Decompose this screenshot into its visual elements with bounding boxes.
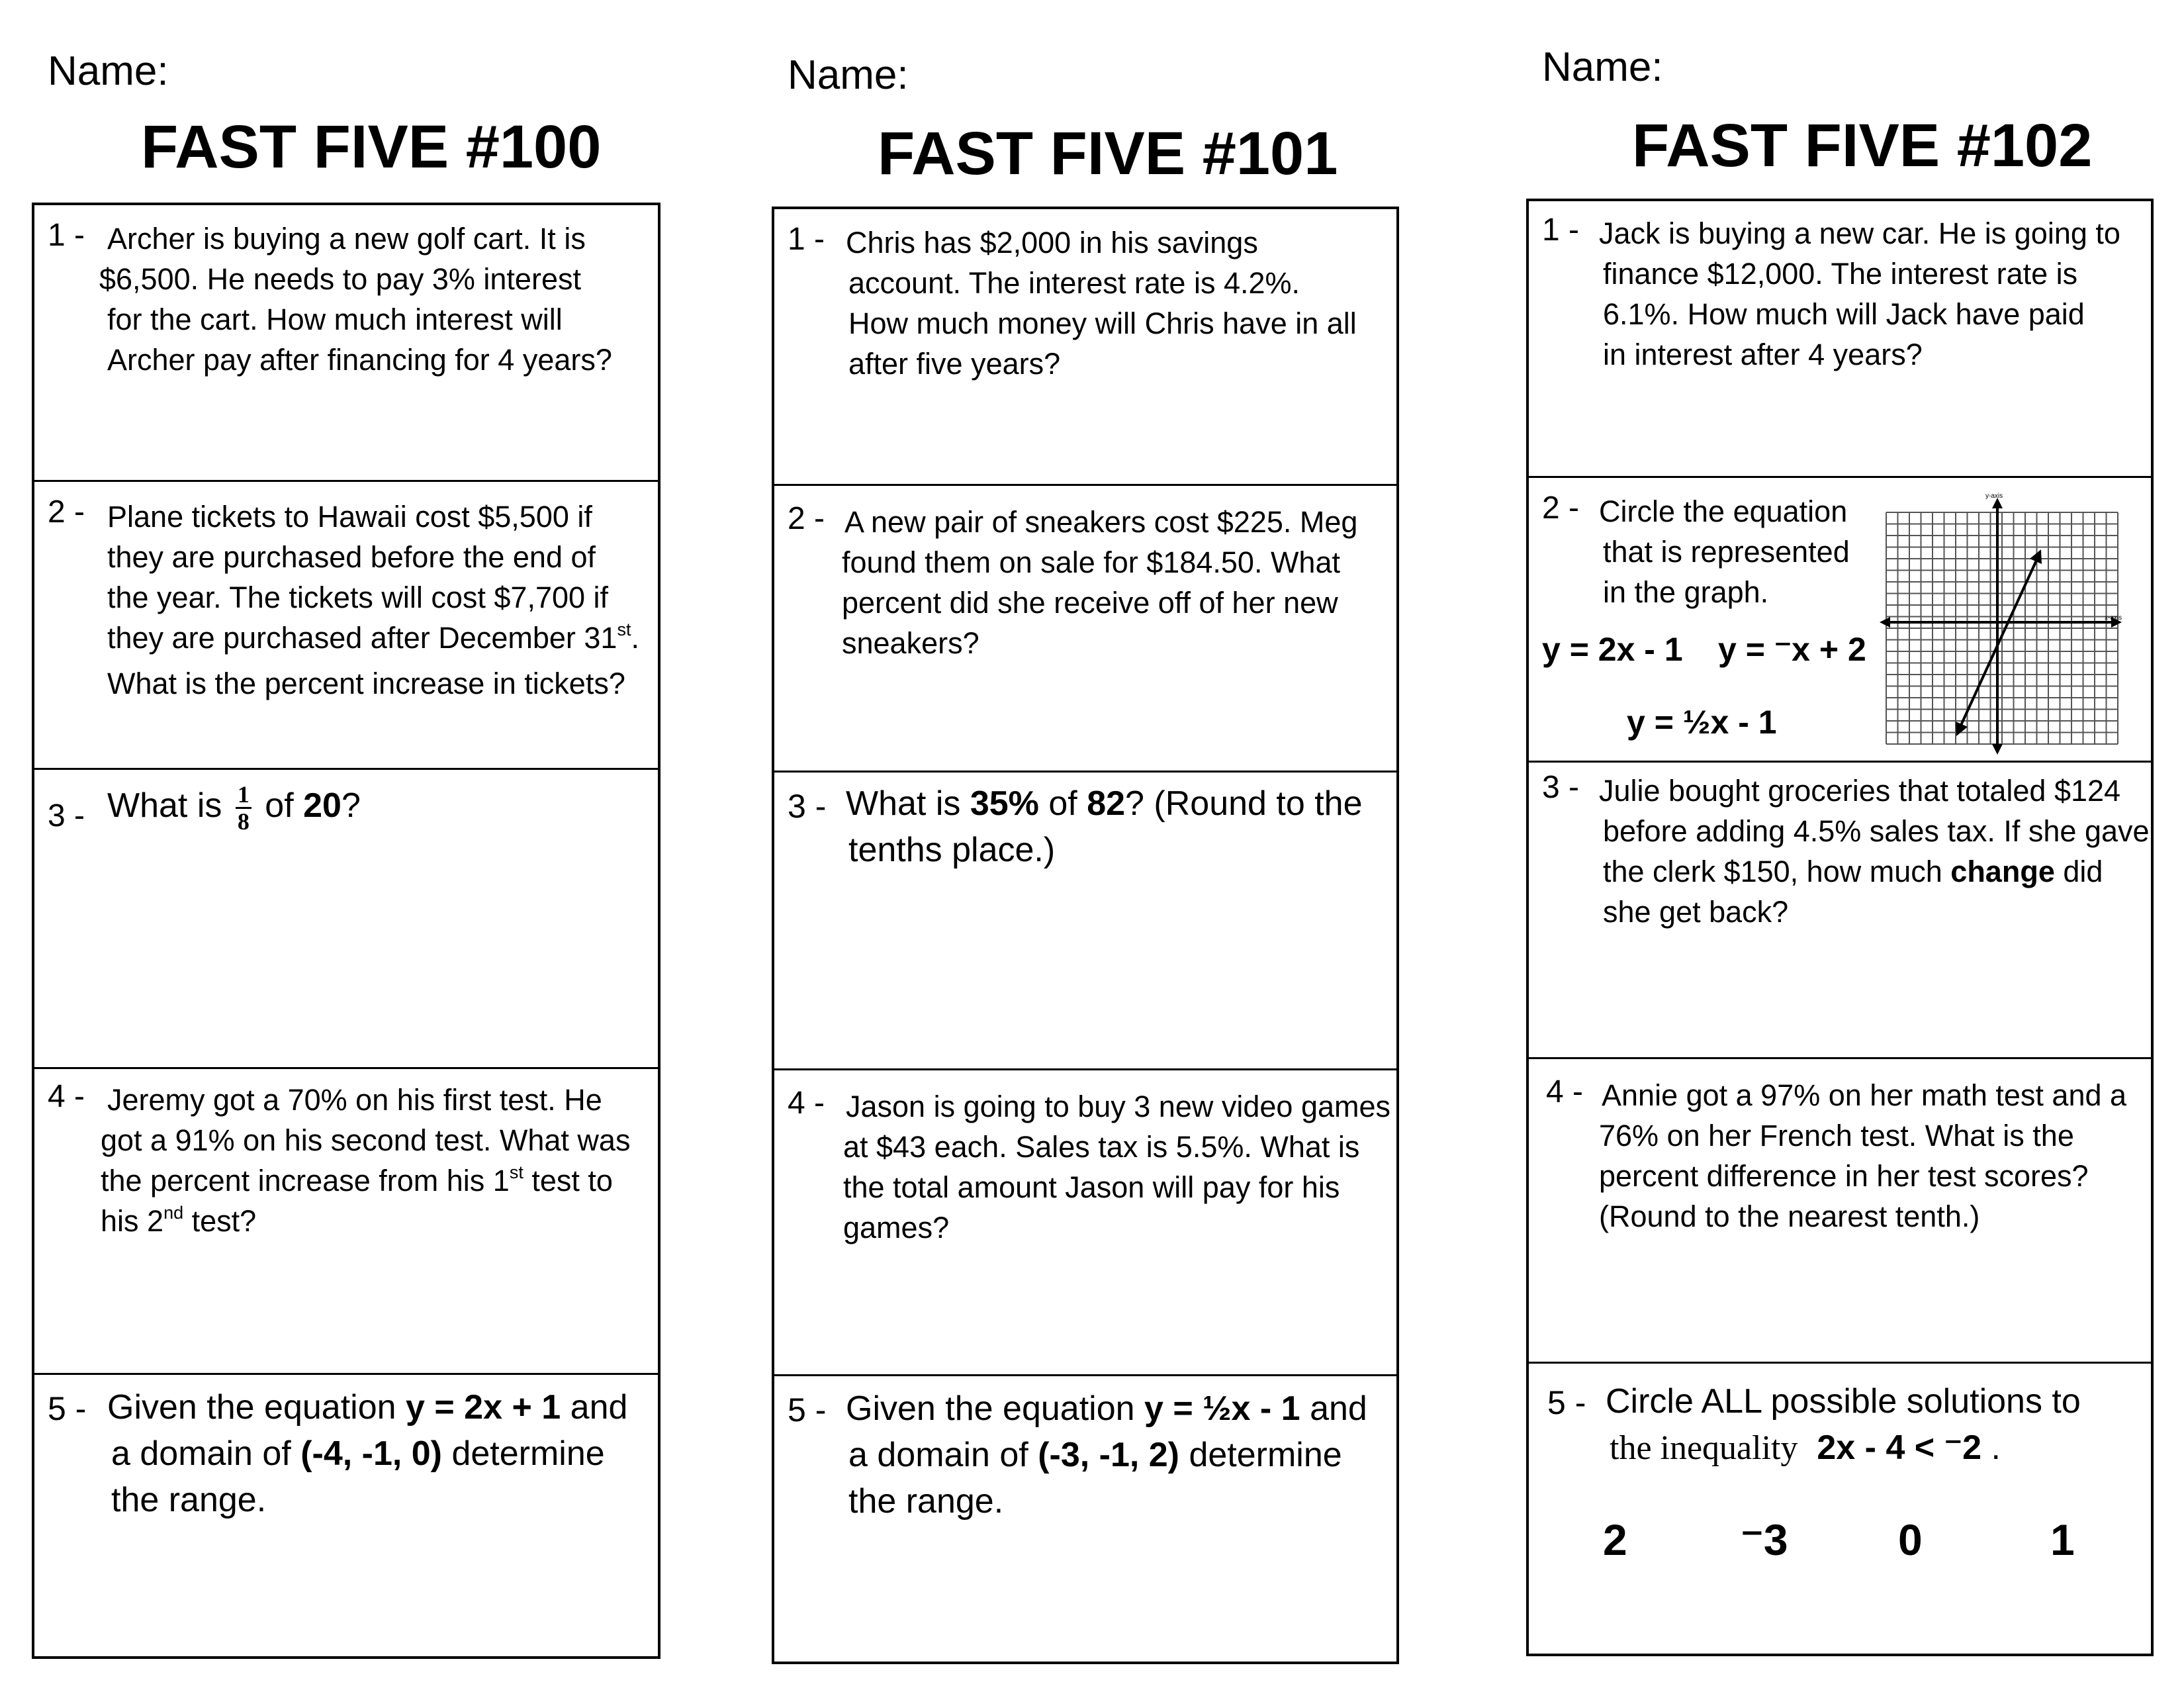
- equation-choice[interactable]: y = ½x - 1: [1627, 704, 1777, 741]
- question-number: 2 -: [1542, 491, 1580, 526]
- question-text: What is 35% of 82? (Round to the tenths place.): [846, 784, 1363, 869]
- name-label: Name:: [1542, 44, 1663, 90]
- question-number: 4 -: [1546, 1074, 1584, 1109]
- question-cell: [34, 770, 658, 1069]
- question-box: [772, 207, 1399, 1664]
- question-cell: [34, 1375, 658, 1656]
- answer-choice[interactable]: 0: [1898, 1515, 1923, 1564]
- question-cell: [1529, 763, 2151, 1059]
- worksheet-title: FAST FIVE #101: [878, 120, 1338, 187]
- question-text: Chris has $2,000 in his savings account. The interest rate is 4.2%. How much money will Chris have in all after five years?: [846, 226, 1357, 381]
- question-text: Circle the equation that is represented in the graph.: [1599, 494, 1850, 609]
- question-number: 4 -: [788, 1086, 825, 1121]
- question-number: 3 -: [1542, 770, 1580, 805]
- question-box: [32, 203, 660, 1659]
- graph-x-axis-label: x-axis: [2105, 614, 2122, 622]
- answer-choice[interactable]: 2: [1603, 1515, 1627, 1564]
- question-number: 3 -: [788, 788, 827, 825]
- question-text: Annie got a 97% on her math test and a 76% on her French test. What is the percent difference in her test scores? (Round to the nearest tenth.): [1599, 1078, 2127, 1233]
- question-number: 5 -: [788, 1391, 827, 1429]
- fraction: $\frac{1}{8}$: [236, 782, 251, 834]
- question-cell: [774, 1376, 1396, 1661]
- worksheet-title: FAST FIVE #100: [141, 113, 602, 181]
- question-cell: [1529, 1059, 2151, 1364]
- question-number: 1 -: [1542, 212, 1580, 248]
- question-text: Jeremy got a 70% on his first test. He got a 91% on his second test. What was the percent increase from his 1st test to his 2nd test?: [101, 1083, 631, 1238]
- question-number: 4 -: [48, 1079, 85, 1114]
- question-text: Jack is buying a new car. He is going to finance $12,000. The interest rate is 6.1%. How much will Jack have paid in interest after 4 years?: [1599, 216, 2120, 371]
- question-cell: [34, 205, 658, 482]
- question-cell: [1529, 1364, 2151, 1653]
- question-cell: [774, 486, 1396, 773]
- equation-choice[interactable]: y = 2x - 1: [1542, 631, 1683, 668]
- question-text: A new pair of sneakers cost $225. Meg found them on sale for $184.50. What percent did she receive off of her new sneakers?: [842, 505, 1358, 660]
- question-number: 2 -: [48, 494, 85, 530]
- question-text: Archer is buying a new golf cart. It is $6,500. He needs to pay 3% interest for the cart. How much interest will Archer pay after financing for 4 years?: [99, 222, 612, 377]
- question-text: What is $\frac{1}{8}$ of 20?: [107, 781, 361, 835]
- question-cell: [34, 1069, 658, 1375]
- question-text: Circle ALL possible solutions to the inequality 2x - 4 < ⁻2 .: [1606, 1382, 2081, 1467]
- question-cell: [1529, 478, 2151, 763]
- answer-choice[interactable]: ⁻3: [1741, 1515, 1788, 1564]
- equation-choice[interactable]: y = ⁻x + 2: [1718, 631, 1866, 668]
- question-cell: [774, 1070, 1396, 1376]
- question-number: 5 -: [48, 1390, 87, 1427]
- question-text: Jason is going to buy 3 new video games at $43 each. Sales tax is 5.5%. What is the total amount Jason will pay for his games?: [843, 1090, 1391, 1244]
- question-number: 1 -: [48, 218, 85, 253]
- name-label: Name:: [48, 48, 169, 94]
- answer-choice[interactable]: 1: [2050, 1515, 2075, 1564]
- question-cell: [1529, 201, 2151, 478]
- question-number: 3 -: [48, 798, 85, 833]
- question-cell: [34, 482, 658, 770]
- question-cell: [774, 773, 1396, 1070]
- question-text: Julie bought groceries that totaled $124 before adding 4.5% sales tax. If she gave the clerk $150, how much change did she get back?: [1599, 774, 2150, 929]
- graph-y-axis-label: y-axis: [1985, 492, 2003, 500]
- name-label: Name:: [788, 52, 909, 98]
- question-box: [1526, 199, 2154, 1656]
- question-number: 1 -: [788, 222, 825, 257]
- question-text: Given the equation y = 2x + 1 and a domain of (-4, -1, 0) determine the range.: [107, 1388, 628, 1519]
- question-number: 5 -: [1547, 1384, 1586, 1421]
- coordinate-graph: [1880, 492, 2124, 757]
- question-text: Given the equation y = ½x - 1 and a domain of (-3, -1, 2) determine the range.: [846, 1389, 1367, 1521]
- question-cell: [774, 209, 1396, 486]
- worksheet-title: FAST FIVE #102: [1632, 112, 2093, 179]
- question-text: Plane tickets to Hawaii cost $5,500 if they are purchased before the end of the year. The tickets will cost $7,700 if they are purchased after December 31st. What is the percent increase in tickets?: [107, 500, 639, 700]
- question-number: 2 -: [788, 501, 825, 536]
